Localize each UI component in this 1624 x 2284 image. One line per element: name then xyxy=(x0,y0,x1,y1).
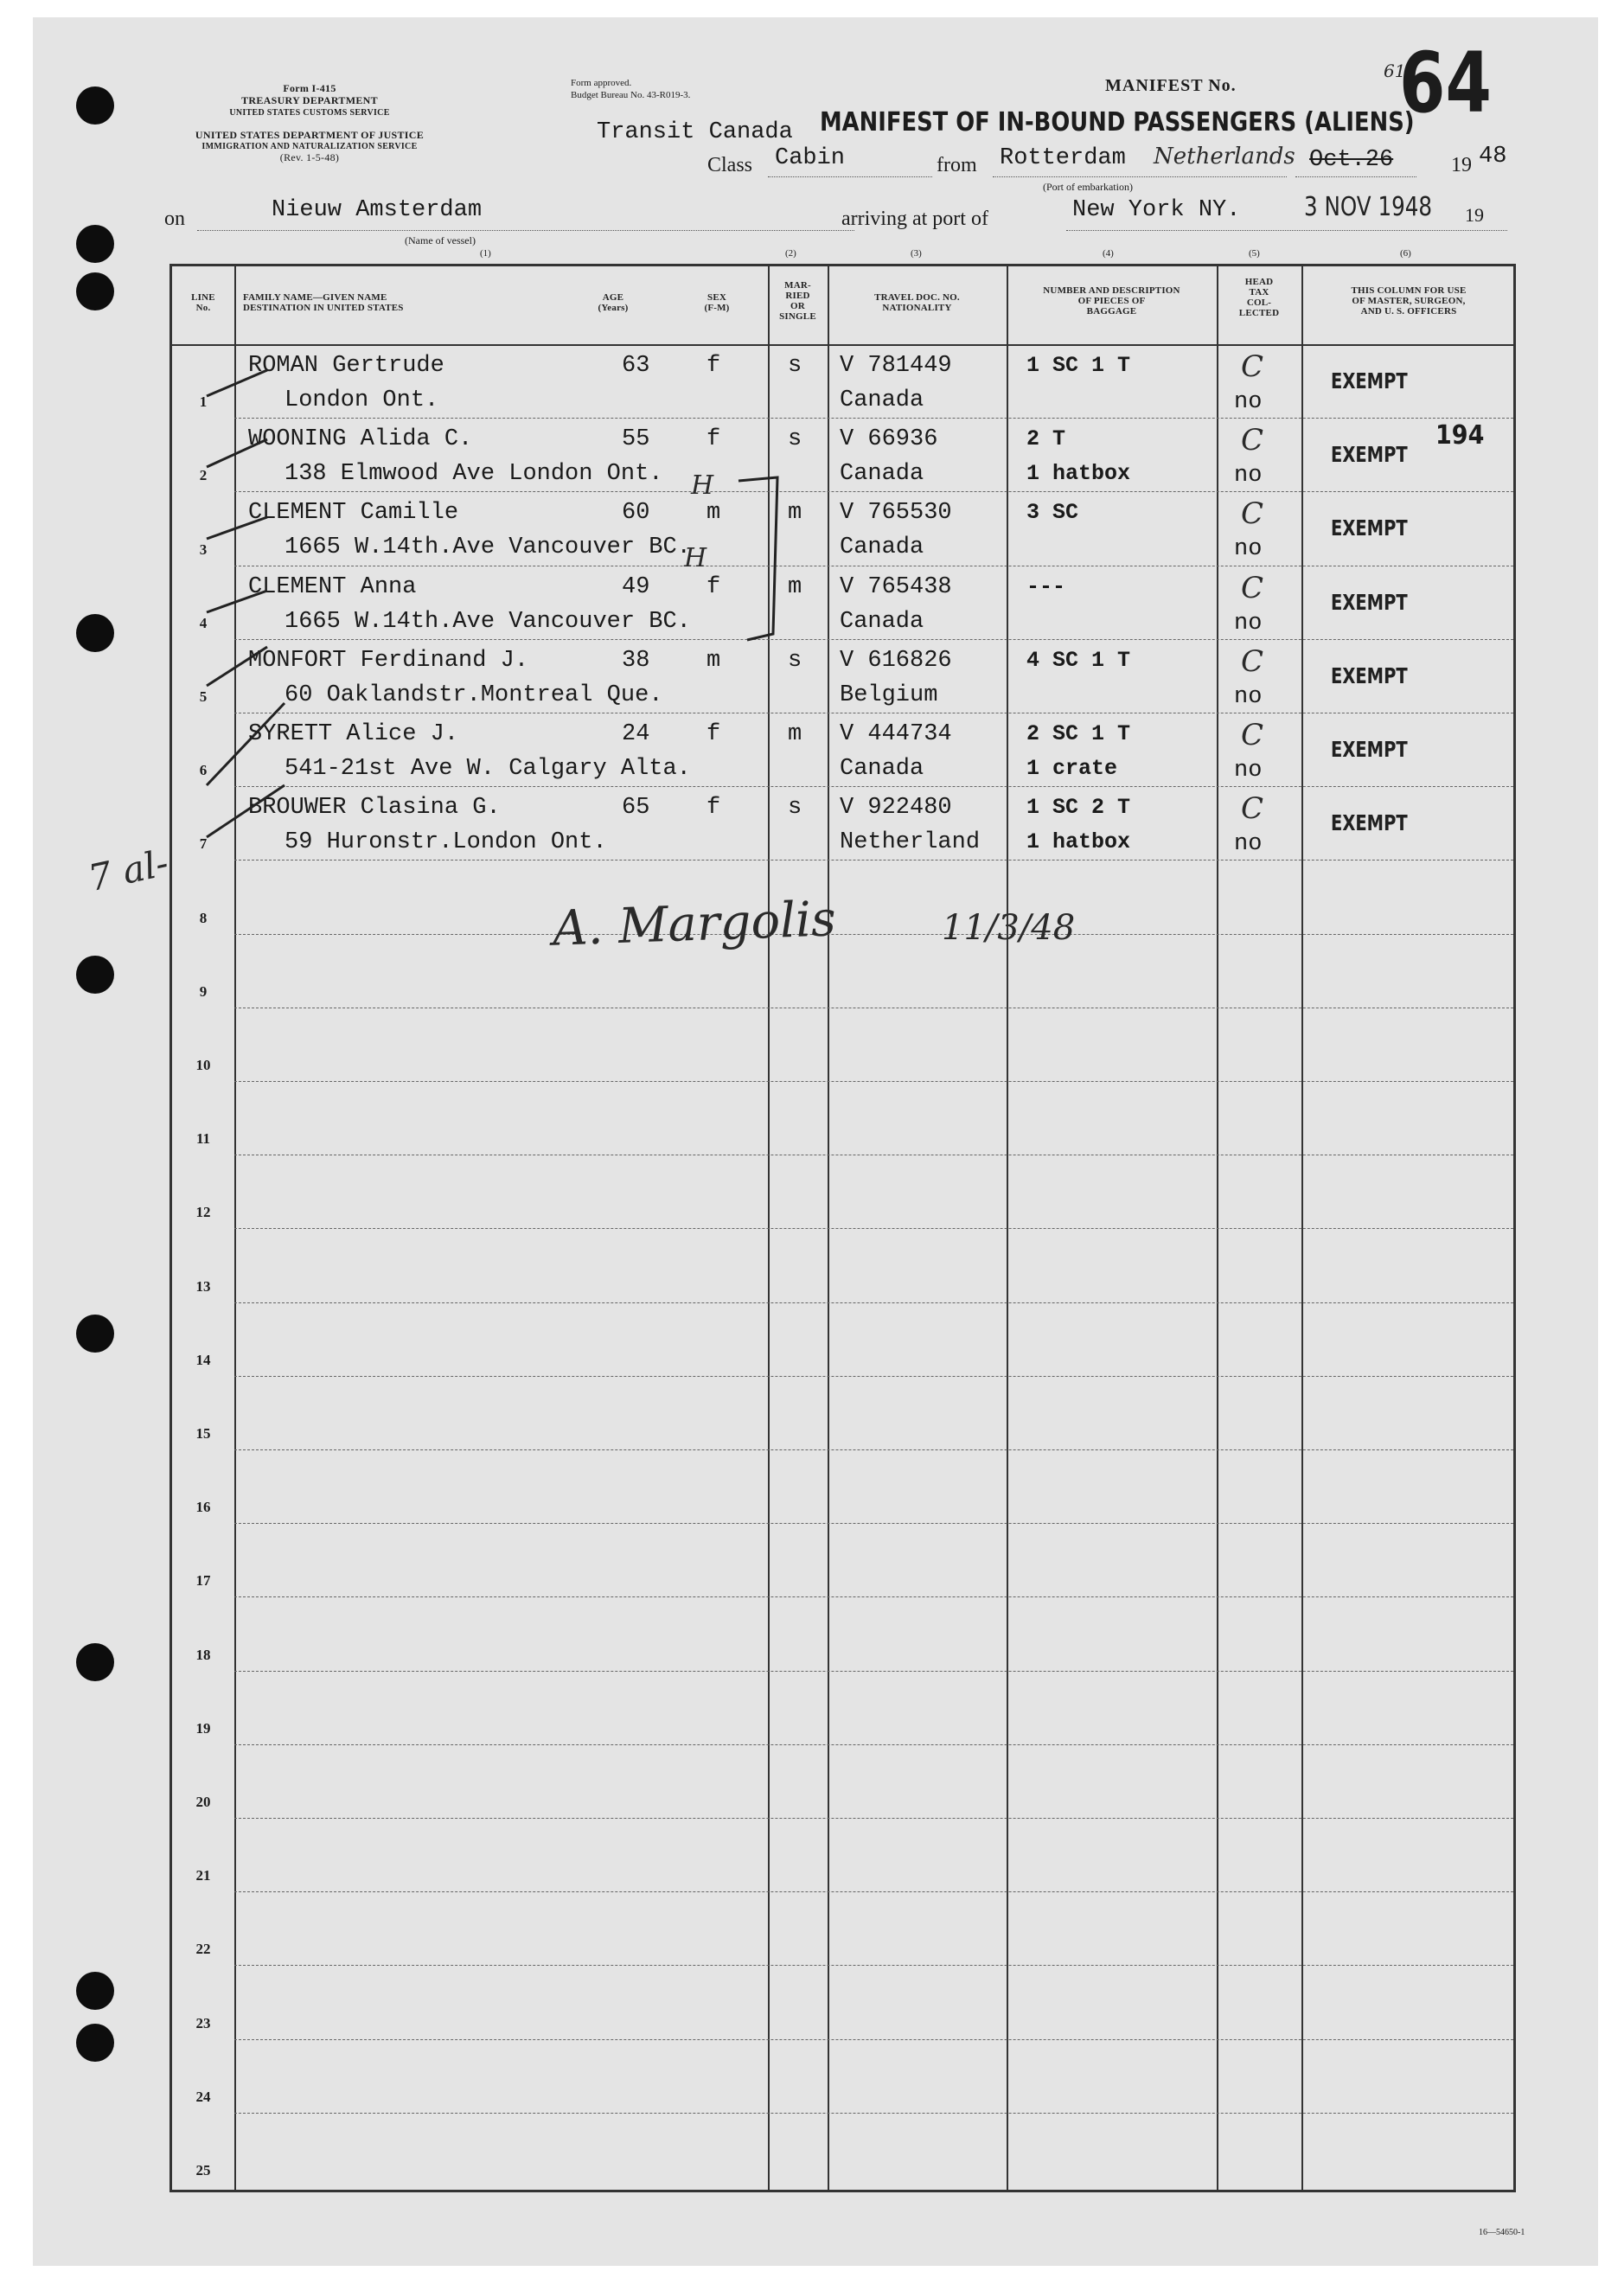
line-number: 5 xyxy=(199,688,208,705)
nationality: Canada xyxy=(840,387,924,413)
line-number: 22 xyxy=(195,1941,211,1958)
line-number: 25 xyxy=(195,2162,211,2178)
signature-date: 11/3/48 xyxy=(942,908,1076,948)
arriving-label: arriving at port of xyxy=(841,208,988,230)
baggage-line2: 1 hatbox xyxy=(1026,461,1131,487)
passenger-marital-status: s xyxy=(788,353,802,379)
nationality: Canada xyxy=(840,756,924,782)
passenger-sex: m xyxy=(707,500,721,527)
head-tax-mark: C xyxy=(1241,718,1264,752)
travel-doc-number: V 765438 xyxy=(840,573,952,600)
passenger-marital-status: s xyxy=(788,647,802,674)
col-head-tax: HEAD TAX COL- LECTED xyxy=(1238,277,1280,318)
passenger-age: 49 xyxy=(622,573,650,600)
arrival-port: New York NY. xyxy=(1072,197,1241,223)
baggage-line1: 3 SC xyxy=(1026,500,1079,526)
passenger-sex: f xyxy=(707,426,721,453)
revision: (Rev. 1-5-48) xyxy=(279,151,340,163)
from-value: Rotterdam xyxy=(1000,145,1126,171)
line-number: 20 xyxy=(195,1794,211,1810)
passenger-marital-status: m xyxy=(788,721,802,747)
passenger-age: 60 xyxy=(622,500,650,527)
line-number: 2 xyxy=(199,467,208,484)
nationality: Canada xyxy=(840,608,924,635)
officer-stamp: EXEMPT xyxy=(1331,810,1408,836)
travel-doc-number: V 781449 xyxy=(840,353,952,379)
col-married: MAR- RIED OR SINGLE xyxy=(779,280,816,322)
head-tax: no xyxy=(1234,683,1263,710)
baggage-line1: 2 T xyxy=(1026,426,1066,452)
passenger-age: 63 xyxy=(622,353,650,379)
punch-hole xyxy=(76,1972,114,2010)
class-value: Cabin xyxy=(775,145,846,171)
col-travel-doc: TRAVEL DOC. NO. NATIONALITY xyxy=(874,292,960,313)
punch-hole xyxy=(76,1643,114,1681)
passenger-marital-status: m xyxy=(788,573,802,600)
vessel-caption: (Name of vessel) xyxy=(405,234,476,246)
col-num-3: (3) xyxy=(911,248,922,259)
transit-note: Transit Canada xyxy=(597,119,793,145)
head-tax-mark: C xyxy=(1241,791,1264,827)
line-number: 7 xyxy=(199,835,208,853)
head-tax: no xyxy=(1234,463,1263,489)
officer-stamp: EXEMPT xyxy=(1331,515,1408,541)
line-number: 18 xyxy=(195,1646,211,1663)
line-number: 6 xyxy=(199,762,208,779)
from-handwritten: Netherlands xyxy=(1154,144,1295,170)
margin-note: 7 al- xyxy=(84,841,172,900)
head-tax-mark: C xyxy=(1241,643,1264,679)
passenger-destination: 138 Elmwood Ave London Ont. xyxy=(285,461,663,488)
baggage-line1: 1 SC 2 T xyxy=(1026,795,1131,821)
line-number: 15 xyxy=(195,1425,211,1442)
line-number: 3 xyxy=(199,541,208,558)
travel-doc-number: V 765530 xyxy=(840,500,952,527)
head-tax: no xyxy=(1234,758,1263,784)
line-number: 9 xyxy=(199,982,208,1000)
passenger-sex: f xyxy=(707,573,721,600)
passenger-age: 38 xyxy=(622,647,650,674)
class-label: Class xyxy=(707,154,753,176)
col-name: FAMILY NAME—GIVEN NAME DESTINATION IN UNITED STATES xyxy=(243,292,404,313)
vessel-name: Nieuw Amsterdam xyxy=(272,197,483,223)
embarkation-caption: (Port of embarkation) xyxy=(1043,181,1133,193)
passenger-age: 65 xyxy=(622,795,650,822)
punch-hole xyxy=(76,956,114,994)
head-tax: no xyxy=(1234,610,1263,637)
passenger-destination: London Ont. xyxy=(285,387,439,413)
year-value: 48 xyxy=(1479,144,1507,170)
punch-hole xyxy=(76,2024,114,2062)
nationality: Canada xyxy=(840,461,924,488)
travel-doc-number: V 922480 xyxy=(840,795,952,822)
line-number: 13 xyxy=(195,1277,211,1295)
col-num-5: (5) xyxy=(1249,248,1260,259)
form-approved: Form approved. xyxy=(571,78,632,88)
on-label: on xyxy=(164,208,185,230)
passenger-name: MONFORT Ferdinand J. xyxy=(248,647,529,674)
col-sex: SEX (F-M) xyxy=(704,292,730,313)
passenger-marital-status: s xyxy=(788,795,802,822)
passenger-name: BROUWER Clasina G. xyxy=(248,795,501,822)
line-number: 8 xyxy=(199,909,208,926)
handwritten-marks xyxy=(172,266,1519,2195)
baggage-line1: 2 SC 1 T xyxy=(1026,721,1131,746)
punch-hole xyxy=(76,272,114,310)
line-number: 1 xyxy=(199,393,208,411)
line-number: 4 xyxy=(199,614,208,631)
officer-stamp: EXEMPT xyxy=(1331,589,1408,615)
passenger-sex: f xyxy=(707,795,721,822)
manifest-no-label: MANIFEST No. xyxy=(1105,76,1237,95)
officer-stamp: EXEMPT xyxy=(1331,442,1408,468)
punch-hole xyxy=(76,225,114,263)
customs-service: UNITED STATES CUSTOMS SERVICE xyxy=(229,108,390,118)
col-age: AGE (Years) xyxy=(598,292,629,313)
passenger-name: WOONING Alida C. xyxy=(248,426,473,453)
passenger-sex: f xyxy=(707,721,721,747)
page-count: 194 xyxy=(1435,420,1485,451)
footer-code: 16—54650-1 xyxy=(1479,2228,1525,2237)
baggage-line1: 1 SC 1 T xyxy=(1026,353,1131,378)
travel-doc-number: V 444734 xyxy=(840,721,952,747)
officer-stamp: EXEMPT xyxy=(1331,368,1408,393)
passenger-age: 24 xyxy=(622,721,650,747)
passenger-sex: m xyxy=(707,647,721,674)
departure-date: Oct.26 xyxy=(1309,147,1394,173)
manifest-small-number: 61 xyxy=(1384,61,1406,81)
passenger-name: ROMAN Gertrude xyxy=(248,353,444,379)
line-number: 10 xyxy=(195,1057,211,1073)
head-tax-mark: C xyxy=(1241,349,1264,384)
from-label: from xyxy=(937,154,977,176)
head-tax-mark: C xyxy=(1241,496,1264,532)
col-num-6: (6) xyxy=(1400,248,1411,259)
manifest-title: MANIFEST OF IN-BOUND PASSENGERS (ALIENS) xyxy=(820,107,1415,138)
col-officers: THIS COLUMN FOR USE OF MASTER, SURGEON, AND U. S. OFFICERS xyxy=(1351,285,1467,317)
col-num-4: (4) xyxy=(1103,248,1114,259)
head-tax-mark: C xyxy=(1241,423,1264,458)
head-tax: no xyxy=(1234,536,1263,563)
arrival-year-suffix: 19 xyxy=(1465,204,1484,226)
age-correction-row4: H xyxy=(684,543,707,573)
head-tax: no xyxy=(1234,389,1263,415)
year-prefix: 19 xyxy=(1451,154,1472,176)
punch-hole xyxy=(76,86,114,125)
line-number: 16 xyxy=(195,1499,211,1516)
line-number: 19 xyxy=(195,1719,211,1737)
col-num-1: (1) xyxy=(480,248,491,259)
passenger-sex: f xyxy=(707,353,721,379)
budget-bureau: Budget Bureau No. 43-R019-3. xyxy=(571,90,691,100)
passenger-age: 55 xyxy=(622,426,650,453)
baggage-line1: --- xyxy=(1026,573,1066,599)
nationality: Canada xyxy=(840,534,924,561)
treasury-dept: TREASURY DEPARTMENT xyxy=(241,94,378,106)
passenger-name: SYRETT Alice J. xyxy=(248,721,459,747)
line-number: 11 xyxy=(195,1130,211,1148)
nationality: Belgium xyxy=(840,681,938,708)
passenger-destination: 59 Huronstr.London Ont. xyxy=(285,829,607,856)
passenger-name: CLEMENT Anna xyxy=(248,573,417,600)
punch-hole xyxy=(76,1315,114,1353)
line-number: 12 xyxy=(195,1204,211,1221)
col-baggage: NUMBER AND DESCRIPTION OF PIECES OF BAGGAGE xyxy=(1043,285,1180,317)
age-correction-row3: H xyxy=(691,470,714,501)
baggage-line1: 4 SC 1 T xyxy=(1026,647,1131,673)
line-number: 21 xyxy=(195,1867,211,1884)
travel-doc-number: V 616826 xyxy=(840,647,952,674)
justice-dept: UNITED STATES DEPARTMENT OF JUSTICE xyxy=(195,129,425,141)
officer-stamp: EXEMPT xyxy=(1331,662,1408,688)
head-tax: no xyxy=(1234,831,1263,858)
passenger-table xyxy=(169,248,1516,2192)
passenger-destination: 541-21st Ave W. Calgary Alta. xyxy=(285,756,691,782)
passenger-destination: 1665 W.14th.Ave Vancouver BC. xyxy=(285,534,691,561)
baggage-line2: 1 crate xyxy=(1026,756,1118,781)
passenger-marital-status: s xyxy=(788,426,802,453)
punch-hole xyxy=(76,614,114,652)
col-num-2: (2) xyxy=(785,248,796,259)
line-number: 17 xyxy=(195,1572,211,1590)
passenger-destination: 1665 W.14th.Ave Vancouver BC. xyxy=(285,608,691,635)
baggage-line2: 1 hatbox xyxy=(1026,829,1131,855)
head-tax-mark: C xyxy=(1241,570,1264,605)
passenger-destination: 60 Oaklandstr.Montreal Que. xyxy=(285,681,663,708)
line-number: 23 xyxy=(195,2014,211,2031)
line-number: 14 xyxy=(195,1351,211,1368)
arrival-date-stamp: 3 NOV 1948 xyxy=(1304,192,1433,222)
travel-doc-number: V 66936 xyxy=(840,426,938,453)
line-number: 24 xyxy=(195,2088,211,2105)
inspector-signature: A. Margolis xyxy=(551,891,837,957)
passenger-marital-status: m xyxy=(788,500,802,527)
form-number: Form I-415 xyxy=(283,82,336,94)
manifest-number: 64 xyxy=(1399,35,1492,131)
passenger-name: CLEMENT Camille xyxy=(248,500,459,527)
col-line: LINE No. xyxy=(191,292,215,313)
nationality: Netherland xyxy=(840,829,981,856)
ins: IMMIGRATION AND NATURALIZATION SERVICE xyxy=(201,142,418,151)
officer-stamp: EXEMPT xyxy=(1331,737,1408,762)
